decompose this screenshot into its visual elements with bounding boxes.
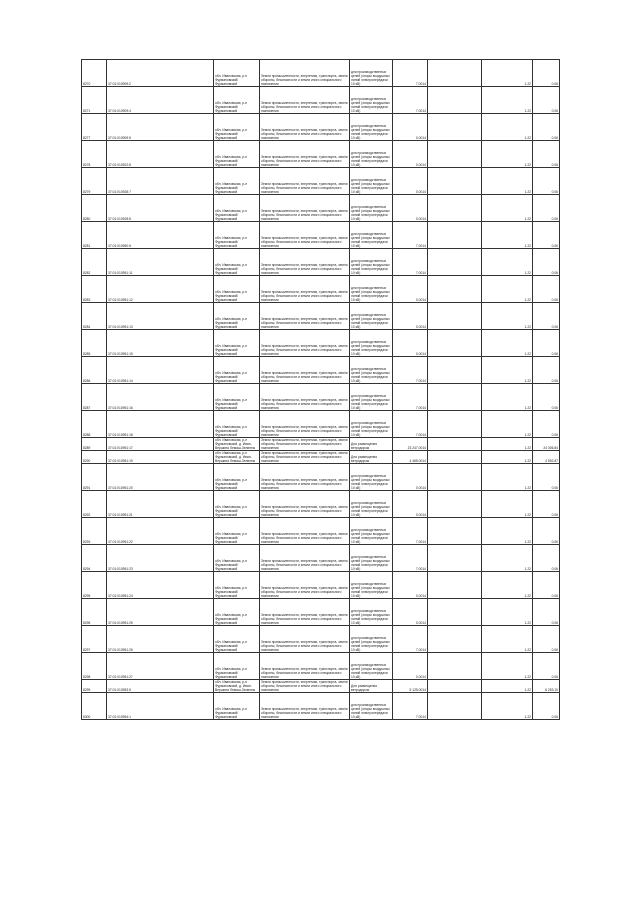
land-category-cell: Земли промышленности, энергетики, транспорта, земли обороны, безопасности и земли иного специального назначения	[260, 168, 350, 195]
row-number-cell: 8277	[82, 114, 107, 141]
tax-rate-cell: 1.22	[482, 693, 533, 720]
permitted-use-cell: для производственных целей (опоры воздушных линий электропередачи 10 кВ)	[350, 168, 393, 195]
land-category-cell: Земли промышленности, энергетики, транспорта, земли обороны, безопасности и земли иного специального назначения	[260, 357, 350, 384]
tax-rate-cell: 1.22	[482, 572, 533, 599]
cadastral-number-cell: 37:01:010928:7	[107, 168, 214, 195]
land-category-cell: Земли промышленности, энергетики, транспорта, земли обороны, безопасности и земли иного специального назначения	[260, 653, 350, 680]
address-cell: обл. Ивановская, р-н Фурмановский/Фурмановский	[214, 141, 260, 168]
permitted-use-cell: для производственных целей (опоры воздушных линий электропередачи 10 кВ)	[350, 626, 393, 653]
tax-rate-cell: 1.22	[482, 599, 533, 626]
tax-rate-cell: 1.22	[482, 222, 533, 249]
table-row	[82, 653, 560, 680]
area-cell: 7.0014	[393, 384, 428, 411]
row-number-cell: 8295	[82, 572, 107, 599]
row-number-cell: 8299	[82, 680, 107, 693]
land-category-cell: Земли промышленности, энергетики, транспорта, земли обороны, безопасности и земли иного специального назначения	[260, 572, 350, 599]
cadastral-number-cell: 37:01:010951:18	[107, 411, 214, 438]
row-number-cell: 8300	[82, 693, 107, 720]
tax-rate-cell: 1.22	[482, 87, 533, 114]
row-number-cell: 8283	[82, 276, 107, 303]
land-plot-register-table	[81, 59, 560, 720]
blank-cell	[428, 357, 482, 384]
permitted-use-cell: Для размещения ветродорож	[350, 451, 393, 464]
area-cell: 7.0014	[393, 357, 428, 384]
table-row	[82, 222, 560, 249]
permitted-use-cell: для производственных целей (опоры воздушных линий электропередачи 10 кВ)	[350, 491, 393, 518]
tax-amount-cell: 0.06	[533, 222, 560, 249]
address-cell: обл. Ивановская, р-н Фурмановский, д. Иван-Вершина Лемаш-Зелинеж	[214, 680, 260, 693]
land-category-cell: Земли промышленности, энергетики, транспорта, земли обороны, безопасности и земли иного специального назначения	[260, 249, 350, 276]
land-category-cell: Земли промышленности, энергетики, транспорта, земли обороны, безопасности и земли иного специального назначения	[260, 518, 350, 545]
address-cell: обл. Ивановская, р-н Фурмановский/Фурмановский	[214, 60, 260, 87]
tax-rate-cell: 1.22	[482, 491, 533, 518]
permitted-use-cell: для производственных целей (опоры воздушных линий электропередачи 10 кВ)	[350, 141, 393, 168]
row-number-cell: 8294	[82, 545, 107, 572]
row-number-cell: 8296	[82, 599, 107, 626]
blank-cell	[428, 680, 482, 693]
cadastral-number-cell: 37:01:010951:24	[107, 572, 214, 599]
tax-amount-cell: 0.06	[533, 60, 560, 87]
tax-rate-cell: 1.22	[482, 464, 533, 491]
permitted-use-cell: Для размещения ветродорож	[350, 680, 393, 693]
table-row	[82, 693, 560, 720]
area-cell: 7.0014	[393, 222, 428, 249]
address-cell: обл. Ивановская, р-н Фурмановский/Фурмановский	[214, 518, 260, 545]
tax-amount-cell: 0.06	[533, 330, 560, 357]
tax-amount-cell: 0.06	[533, 653, 560, 680]
permitted-use-cell: для производственных целей (опоры воздушных линий электропередачи 10 кВ)	[350, 464, 393, 491]
area-cell: 0.0014	[393, 491, 428, 518]
area-cell: 0.0014	[393, 599, 428, 626]
address-cell: обл. Ивановская, р-н Фурмановский/Фурмановский	[214, 572, 260, 599]
land-category-cell: Земли промышленности, энергетики, транспорта, земли обороны, безопасности и земли иного специального назначения	[260, 195, 350, 222]
address-cell: обл. Ивановская, р-н Фурмановский/Фурмановский	[214, 599, 260, 626]
permitted-use-cell: для производственных целей (опоры воздушных линий электропередачи 10 кВ)	[350, 330, 393, 357]
blank-cell	[428, 276, 482, 303]
tax-amount-cell: 0.06	[533, 114, 560, 141]
tax-amount-cell: 0.06	[533, 545, 560, 572]
blank-cell	[428, 114, 482, 141]
blank-cell	[428, 653, 482, 680]
address-cell: обл. Ивановская, р-н Фурмановский/Фурмановский	[214, 626, 260, 653]
row-number-cell: 8270	[82, 60, 107, 87]
tax-rate-cell: 1.22	[482, 114, 533, 141]
address-cell: обл. Ивановская, р-н Фурмановский/Фурмановский	[214, 411, 260, 438]
tax-rate-cell: 1.22	[482, 168, 533, 195]
blank-cell	[428, 222, 482, 249]
land-category-cell: Земли промышленности, энергетики, транспорта, земли обороны, безопасности и земли иного специального назначения	[260, 599, 350, 626]
table-row	[82, 572, 560, 599]
address-cell: обл. Ивановская, р-н Фурмановский/Фурмановский	[214, 464, 260, 491]
area-cell: 5 125.0014	[393, 680, 428, 693]
permitted-use-cell: для производственных целей (опоры воздушных линий электропередачи 10 кВ)	[350, 599, 393, 626]
area-cell: 0.0014	[393, 330, 428, 357]
tax-amount-cell: 0.06	[533, 357, 560, 384]
table-row	[82, 195, 560, 222]
blank-cell	[428, 195, 482, 222]
cadastral-number-cell: 37:01:010951:27	[107, 653, 214, 680]
address-cell: обл. Ивановская, р-н Фурмановский/Фурмановский	[214, 168, 260, 195]
table-row	[82, 451, 560, 464]
blank-cell	[428, 464, 482, 491]
row-number-cell: 8288	[82, 411, 107, 438]
area-cell: 7.0014	[393, 87, 428, 114]
blank-cell	[428, 626, 482, 653]
blank-cell	[428, 518, 482, 545]
permitted-use-cell: для производственных целей (опоры воздушных линий электропередачи 10 кВ)	[350, 572, 393, 599]
row-number-cell: 8271	[82, 87, 107, 114]
land-category-cell: Земли промышленности, энергетики, транспорта, земли обороны, безопасности и земли иного специального назначения	[260, 114, 350, 141]
blank-cell	[428, 249, 482, 276]
row-number-cell: 8293	[82, 518, 107, 545]
address-cell: обл. Ивановская, р-н Фурмановский/Фурмановский	[214, 303, 260, 330]
area-cell: 7.0014	[393, 545, 428, 572]
cadastral-number-cell: 37:01:010951:13	[107, 303, 214, 330]
blank-cell	[428, 168, 482, 195]
table-row	[82, 491, 560, 518]
table-row	[82, 303, 560, 330]
blank-cell	[428, 693, 482, 720]
tax-amount-cell: 0.06	[533, 249, 560, 276]
land-category-cell: Земли промышленности, энергетики, транспорта, земли обороны, безопасности и земли иного специального назначения	[260, 60, 350, 87]
blank-cell	[428, 60, 482, 87]
permitted-use-cell: для производственных целей (опоры воздушных линий электропередачи 10 кВ)	[350, 545, 393, 572]
address-cell: обл. Ивановская, р-н Фурмановский/Фурмановский	[214, 357, 260, 384]
address-cell: обл. Ивановская, р-н Фурмановский/Фурмановский	[214, 384, 260, 411]
tax-amount-cell: 0.06	[533, 276, 560, 303]
row-number-cell: 8291	[82, 464, 107, 491]
cadastral-number-cell: 37:01:010951:26	[107, 626, 214, 653]
land-category-cell: Земли промышленности, энергетики, транспорта, земли обороны, безопасности и земли иного специального назначения	[260, 545, 350, 572]
address-cell: обл. Ивановская, р-н Фурмановский/Фурмановский	[214, 195, 260, 222]
cadastral-number-cell: 37:01:010928:8	[107, 195, 214, 222]
tax-amount-cell: 24 306.84	[533, 438, 560, 451]
tax-rate-cell: 1.22	[482, 195, 533, 222]
tax-amount-cell: 0.06	[533, 626, 560, 653]
area-cell: 0.0014	[393, 303, 428, 330]
area-cell: 0.0014	[393, 653, 428, 680]
address-cell: обл. Ивановская, р-н Фурмановский, д. Иван-Вершина Лемаш-Зелинеж	[214, 451, 260, 464]
table-row	[82, 60, 560, 87]
cadastral-number-cell: 37:01:010951:17	[107, 438, 214, 451]
permitted-use-cell: для производственных целей (опоры воздушных линий электропередачи 10 кВ)	[350, 195, 393, 222]
area-cell: 4 465.0014	[393, 451, 428, 464]
blank-cell	[428, 384, 482, 411]
table-row	[82, 330, 560, 357]
tax-rate-cell: 1.22	[482, 451, 533, 464]
area-cell: 7.0014	[393, 518, 428, 545]
blank-cell	[428, 572, 482, 599]
tax-rate-cell: 1.22	[482, 545, 533, 572]
table-row	[82, 599, 560, 626]
tax-amount-cell: 0.06	[533, 195, 560, 222]
cadastral-number-cell: 37:01:010909:4	[107, 87, 214, 114]
cadastral-number-cell: 37:01:010909:2	[107, 60, 214, 87]
cadastral-number-cell: 37:01:010953:5	[107, 680, 214, 693]
table-row	[82, 464, 560, 491]
land-category-cell: Земли промышленности, энергетики, транспорта, земли обороны, безопасности и земли иного специального назначения	[261, 680, 348, 692]
permitted-use-cell: для производственных целей (опоры воздушных линий электропередачи 10 кВ)	[350, 384, 393, 411]
tax-amount-cell: 0.06	[533, 491, 560, 518]
address-cell: обл. Ивановская, р-н Фурмановский/Фурмановский	[214, 693, 260, 720]
cadastral-number-cell: 37:01:010951:15	[107, 330, 214, 357]
tax-rate-cell: 1.22	[482, 357, 533, 384]
land-category-cell: Земли промышленности, энергетики, транспорта, земли обороны, безопасности и земли иного специального назначения	[260, 330, 350, 357]
table-row	[82, 87, 560, 114]
permitted-use-cell: для производственных целей (опоры воздушных линий электропередачи 10 кВ)	[350, 411, 393, 438]
land-category-cell: Земли промышленности, энергетики, транспорта, земли обороны, безопасности и земли иного специального назначения	[260, 222, 350, 249]
table-row	[82, 168, 560, 195]
permitted-use-cell: Для размещения ветродорож	[350, 438, 393, 451]
address-cell: обл. Ивановская, р-н Фурмановский/Фурмановский	[214, 653, 260, 680]
table-row	[82, 411, 560, 438]
tax-rate-cell: 1.22	[482, 653, 533, 680]
blank-cell	[428, 491, 482, 518]
blank-cell	[428, 599, 482, 626]
cadastral-number-cell: 37:01:010909:5	[107, 114, 214, 141]
cadastral-number-cell: 37:01:010951:25	[107, 599, 214, 626]
tax-amount-cell: 0.06	[533, 693, 560, 720]
tax-amount-cell: 0.06	[533, 168, 560, 195]
area-cell: 0.0014	[393, 572, 428, 599]
blank-cell	[428, 303, 482, 330]
table-row	[82, 276, 560, 303]
table-row	[82, 114, 560, 141]
blank-cell	[428, 451, 482, 464]
row-number-cell: 8280	[82, 195, 107, 222]
table-row	[82, 518, 560, 545]
address-cell: обл. Ивановская, р-н Фурмановский/Фурмановский	[214, 330, 260, 357]
area-cell: 7.0014	[393, 411, 428, 438]
tax-amount-cell: 0.06	[533, 141, 560, 168]
row-number-cell: 8284	[82, 303, 107, 330]
area-cell: 7.0014	[393, 693, 428, 720]
land-category-cell: Земли промышленности, энергетики, транспорта, земли обороны, безопасности и земли иного специального назначения	[260, 87, 350, 114]
blank-cell	[428, 87, 482, 114]
tax-rate-cell: 1.22	[482, 276, 533, 303]
area-cell: 7.0014	[393, 249, 428, 276]
address-cell: обл. Ивановская, р-н Фурмановский/Фурмановский	[214, 87, 260, 114]
cadastral-number-cell: 37:01:010951:14	[107, 357, 214, 384]
address-cell: обл. Ивановская, р-н Фурмановский/Фурмановский	[214, 545, 260, 572]
tax-amount-cell: 0.06	[533, 572, 560, 599]
address-cell: обл. Ивановская, р-н Фурмановский, д. Иван-Вершина Лемаш-Зелинеж	[214, 438, 260, 451]
blank-cell	[428, 438, 482, 451]
row-number-cell: 8292	[82, 491, 107, 518]
tax-amount-cell: 0.06	[533, 303, 560, 330]
tax-rate-cell: 1.22	[482, 680, 533, 693]
permitted-use-cell: для производственных целей (опоры воздушных линий электропередачи 10 кВ)	[350, 114, 393, 141]
land-category-cell: Земли промышленности, энергетики, транспорта, земли обороны, безопасности и земли иного специального назначения	[260, 276, 350, 303]
tax-amount-cell: 0.06	[533, 518, 560, 545]
land-category-cell: Земли промышленности, энергетики, транспорта, земли обороны, безопасности и земли иного специального назначения	[260, 464, 350, 491]
permitted-use-cell: для производственных целей (опоры воздушных линий электропередачи 10 кВ)	[350, 60, 393, 87]
row-number-cell: 8289	[82, 438, 107, 451]
cadastral-number-cell: 37:01:010951:22	[107, 518, 214, 545]
permitted-use-cell: для производственных целей (опоры воздушных линий электропередачи 10 кВ)	[350, 87, 393, 114]
area-cell: 0.0014	[393, 141, 428, 168]
land-category-cell: Земли промышленности, энергетики, транспорта, земли обороны, безопасности и земли иного специального назначения	[261, 438, 348, 450]
tax-rate-cell: 1.22	[482, 303, 533, 330]
area-cell: 0.0014	[393, 464, 428, 491]
row-number-cell: 8279	[82, 168, 107, 195]
land-category-cell: Земли промышленности, энергетики, транспорта, земли обороны, безопасности и земли иного специального назначения	[260, 693, 350, 720]
tax-amount-cell: 0.06	[533, 599, 560, 626]
permitted-use-cell: для производственных целей (опоры воздушных линий электропередачи 10 кВ)	[350, 653, 393, 680]
cadastral-number-cell: 37:01:010954:1	[107, 693, 214, 720]
cadastral-number-cell: 37:01:010951:12	[107, 276, 214, 303]
permitted-use-cell: для производственных целей (опоры воздушных линий электропередачи 10 кВ)	[350, 249, 393, 276]
table-row	[82, 545, 560, 572]
land-category-cell: Земли промышленности, энергетики, транспорта, земли обороны, безопасности и земли иного специального назначения	[260, 411, 350, 438]
blank-cell	[428, 330, 482, 357]
row-number-cell: 8286	[82, 357, 107, 384]
tax-rate-cell: 1.22	[482, 249, 533, 276]
tax-rate-cell: 1.22	[482, 518, 533, 545]
tax-rate-cell: 1.22	[482, 384, 533, 411]
cadastral-number-cell: 37:01:010950:5	[107, 222, 214, 249]
cadastral-number-cell: 37:01:010951:21	[107, 491, 214, 518]
row-number-cell: 8298	[82, 653, 107, 680]
area-cell: 0.0014	[393, 168, 428, 195]
tax-amount-cell: 4 552.87	[533, 451, 560, 464]
land-category-cell: Земли промышленности, энергетики, транспорта, земли обороны, безопасности и земли иного специального назначения	[260, 491, 350, 518]
table-row	[82, 680, 560, 693]
table-body	[82, 60, 560, 720]
land-category-cell: Земли промышленности, энергетики, транспорта, земли обороны, безопасности и земли иного специального назначения	[260, 141, 350, 168]
permitted-use-cell: для производственных целей (опоры воздушных линий электропередачи 10 кВ)	[350, 693, 393, 720]
tax-rate-cell: 1.22	[482, 626, 533, 653]
land-category-cell: Земли промышленности, энергетики, транспорта, земли обороны, безопасности и земли иного специального назначения	[260, 384, 350, 411]
row-number-cell: 8285	[82, 330, 107, 357]
tax-amount-cell: 6 253.10	[533, 680, 560, 693]
tax-rate-cell: 1.22	[482, 60, 533, 87]
tax-rate-cell: 1.22	[482, 411, 533, 438]
row-number-cell: 8282	[82, 249, 107, 276]
blank-cell	[428, 411, 482, 438]
area-cell: 7.0014	[393, 626, 428, 653]
cadastral-number-cell: 37:01:010951:16	[107, 384, 214, 411]
tax-rate-cell: 1.22	[482, 438, 533, 451]
area-cell: 0.0014	[393, 195, 428, 222]
address-cell: обл. Ивановская, р-н Фурмановский/Фурмановский	[214, 222, 260, 249]
address-cell: обл. Ивановская, р-н Фурмановский/Фурмановский	[214, 114, 260, 141]
tax-amount-cell: 0.06	[533, 384, 560, 411]
blank-cell	[428, 141, 482, 168]
cadastral-number-cell: 37:01:010951:11	[107, 249, 214, 276]
cadastral-number-cell: 37:01:010951:19	[107, 451, 214, 464]
table-row	[82, 626, 560, 653]
table-row	[82, 249, 560, 276]
tax-rate-cell: 1.22	[482, 141, 533, 168]
area-cell: 23 247.0014	[393, 438, 428, 451]
cadastral-number-cell: 37:01:010922:8	[107, 141, 214, 168]
address-cell: обл. Ивановская, р-н Фурмановский/Фурмановский	[214, 276, 260, 303]
table-row	[82, 357, 560, 384]
permitted-use-cell: для производственных целей (опоры воздушных линий электропередачи 10 кВ)	[350, 518, 393, 545]
address-cell: обл. Ивановская, р-н Фурмановский/Фурмановский	[214, 491, 260, 518]
tax-rate-cell: 1.22	[482, 330, 533, 357]
permitted-use-cell: для производственных целей (опоры воздушных линий электропередачи 10 кВ)	[350, 222, 393, 249]
tax-amount-cell: 0.06	[533, 411, 560, 438]
row-number-cell: 8287	[82, 384, 107, 411]
permitted-use-cell: для производственных целей (опоры воздушных линий электропередачи 10 кВ)	[350, 276, 393, 303]
row-number-cell: 8281	[82, 222, 107, 249]
land-category-cell: Земли промышленности, энергетики, транспорта, земли обороны, безопасности и земли иного специального назначения	[260, 626, 350, 653]
blank-cell	[428, 545, 482, 572]
permitted-use-cell: для производственных целей (опоры воздушных линий электропередачи 10 кВ)	[350, 303, 393, 330]
row-number-cell: 8297	[82, 626, 107, 653]
tax-amount-cell: 0.06	[533, 87, 560, 114]
area-cell: 7.0014	[393, 60, 428, 87]
tax-amount-cell: 0.06	[533, 464, 560, 491]
permitted-use-cell: для производственных целей (опоры воздушных линий электропередачи 10 кВ)	[350, 357, 393, 384]
table-row	[82, 438, 560, 451]
area-cell: 0.0014	[393, 276, 428, 303]
table-row	[82, 141, 560, 168]
cadastral-number-cell: 37:01:010951:20	[107, 464, 214, 491]
land-category-cell: Земли промышленности, энергетики, транспорта, земли обороны, безопасности и земли иного специального назначения	[260, 303, 350, 330]
row-number-cell: 8290	[82, 451, 107, 464]
area-cell: 0.0014	[393, 114, 428, 141]
address-cell: обл. Ивановская, р-н Фурмановский/Фурмановский	[214, 249, 260, 276]
table-row	[82, 384, 560, 411]
land-category-cell: Земли промышленности, энергетики, транспорта, земли обороны, безопасности и земли иного специального назначения	[261, 451, 348, 463]
cadastral-number-cell: 37:01:010951:23	[107, 545, 214, 572]
row-number-cell: 8278	[82, 141, 107, 168]
